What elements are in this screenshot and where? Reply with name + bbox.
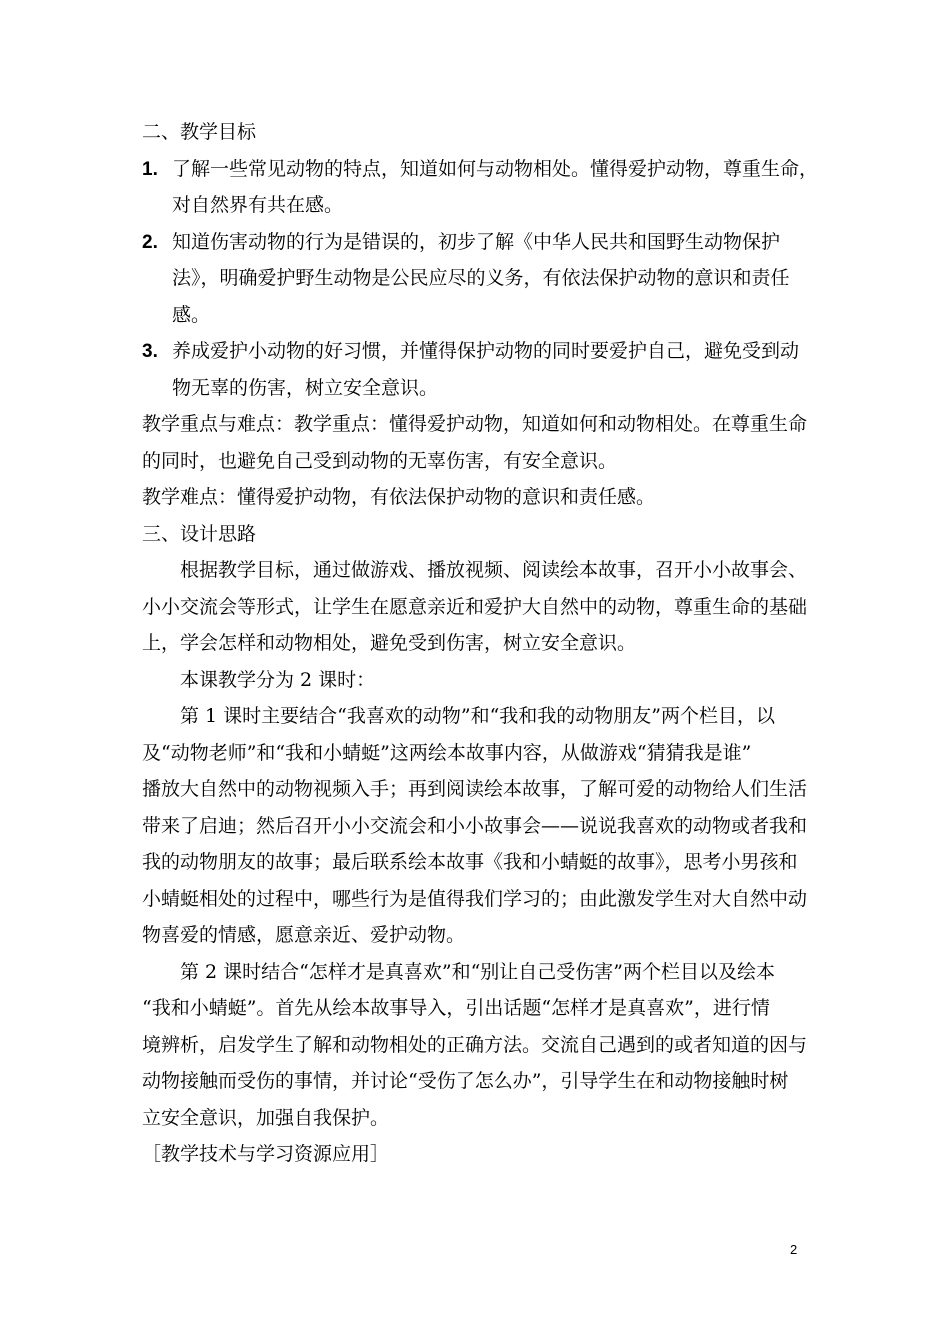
- section-heading: 三、设计思路: [142, 522, 257, 545]
- goal-item-1-line-2: 对自然界有共在感。: [172, 194, 344, 216]
- paragraph-3-line-7: 物喜爱的情感，愿意亲近、爱护动物。: [142, 924, 466, 946]
- paragraph-3-line-1: 第 1 课时主要结合“我喜欢的动物”和“我和我的动物朋友”两个栏目，以: [180, 705, 776, 727]
- resources-heading: ［教学技术与学习资源应用］: [142, 1143, 390, 1165]
- paragraph-4-line-4: 动物接触而受伤的事情，并讨论“受伤了怎么办”，引导学生在和动物接触时树: [142, 1070, 789, 1092]
- goal-item-2-line-1: 2. 知道伤害动物的行为是错误的，初步了解《中华人民共和国野生动物保护: [142, 224, 832, 261]
- paragraph-4-line-3: 境辨析，启发学生了解和动物相处的正确方法。交流自己遇到的或者知道的因与: [142, 1033, 808, 1056]
- paragraph-1-line-1: 根据教学目标，通过做游戏、播放视频、阅读绘本故事，召开小小故事会、: [180, 559, 808, 581]
- paragraph-2-line-1: 本课教学分为 2 课时：: [180, 668, 376, 691]
- goal-number: 2.: [142, 231, 158, 253]
- paragraph-4-line-1: 第 2 课时结合“怎样才是真喜欢”和“别让自己受伤害”两个栏目以及绘本: [180, 960, 776, 983]
- paragraph-4-line-5: 立安全意识，加强自我保护。: [142, 1106, 390, 1129]
- paragraph-1-line-3: 上，学会怎样和动物相处，避免受到伤害，树立安全意识。: [142, 632, 637, 654]
- section-heading: 二、教学目标: [142, 121, 257, 143]
- goal-number: 3.: [142, 341, 158, 362]
- goal-item-3-line-2: 物无辜的伤害，树立安全意识。: [172, 376, 439, 399]
- goal-item-2-line-2: 法》，明确爱护野生动物是公民应尽的义务，有依法保护动物的意识和责任: [172, 267, 790, 289]
- paragraph-3-line-3: 播放大自然中的动物视频入手；再到阅读绘本故事，了解可爱的动物给人们生活: [142, 778, 808, 800]
- goal-item-2-line-3: 感。: [172, 303, 211, 326]
- difficulty-line: 教学难点：懂得爱护动物，有依法保护动物的意识和责任感。: [142, 486, 656, 508]
- goal-item-3-line-1: 3. 养成爱护小动物的好习惯，并懂得保护动物的同时要爱护自己，避免受到动: [142, 333, 832, 370]
- paragraph-3-line-5: 我的动物朋友的故事；最后联系绘本故事《我和小蜻蜓的故事》，思考小男孩和: [142, 851, 798, 873]
- page-number: 2: [790, 1242, 798, 1257]
- key-points-line-2: 的同时，也避免自己受到动物的无辜伤害，有安全意识。: [142, 449, 618, 472]
- goal-number: 1.: [142, 158, 158, 180]
- paragraph-3-line-2: 及“动物老师”和“我和小蜻蜓”这两绘本故事内容，从做游戏“猜猜我是谁”: [142, 741, 752, 764]
- paragraph-4-line-2: “我和小蜻蜓”。首先从绘本故事导入，引出话题“怎样才是真喜欢”，进行情: [142, 997, 770, 1019]
- teaching-goals-section: [142, 114, 832, 1173]
- goal-item-1-line-1: 1. 了解一些常见动物的特点，知道如何与动物相处。懂得爱护动物，尊重生命，: [142, 151, 832, 188]
- key-points-line-1: 教学重点与难点：教学重点：懂得爱护动物，知道如何和动物相处。在尊重生命: [142, 413, 808, 435]
- paragraph-3-line-6: 小蜻蜓相处的过程中，哪些行为是值得我们学习的；由此激发学生对大自然中动: [142, 887, 808, 910]
- paragraph-3-line-4: 带来了启迪；然后召开小小交流会和小小故事会——说说我喜欢的动物或者我和: [142, 814, 808, 837]
- paragraph-1-line-2: 小小交流会等形式，让学生在愿意亲近和爱护大自然中的动物，尊重生命的基础: [142, 595, 808, 618]
